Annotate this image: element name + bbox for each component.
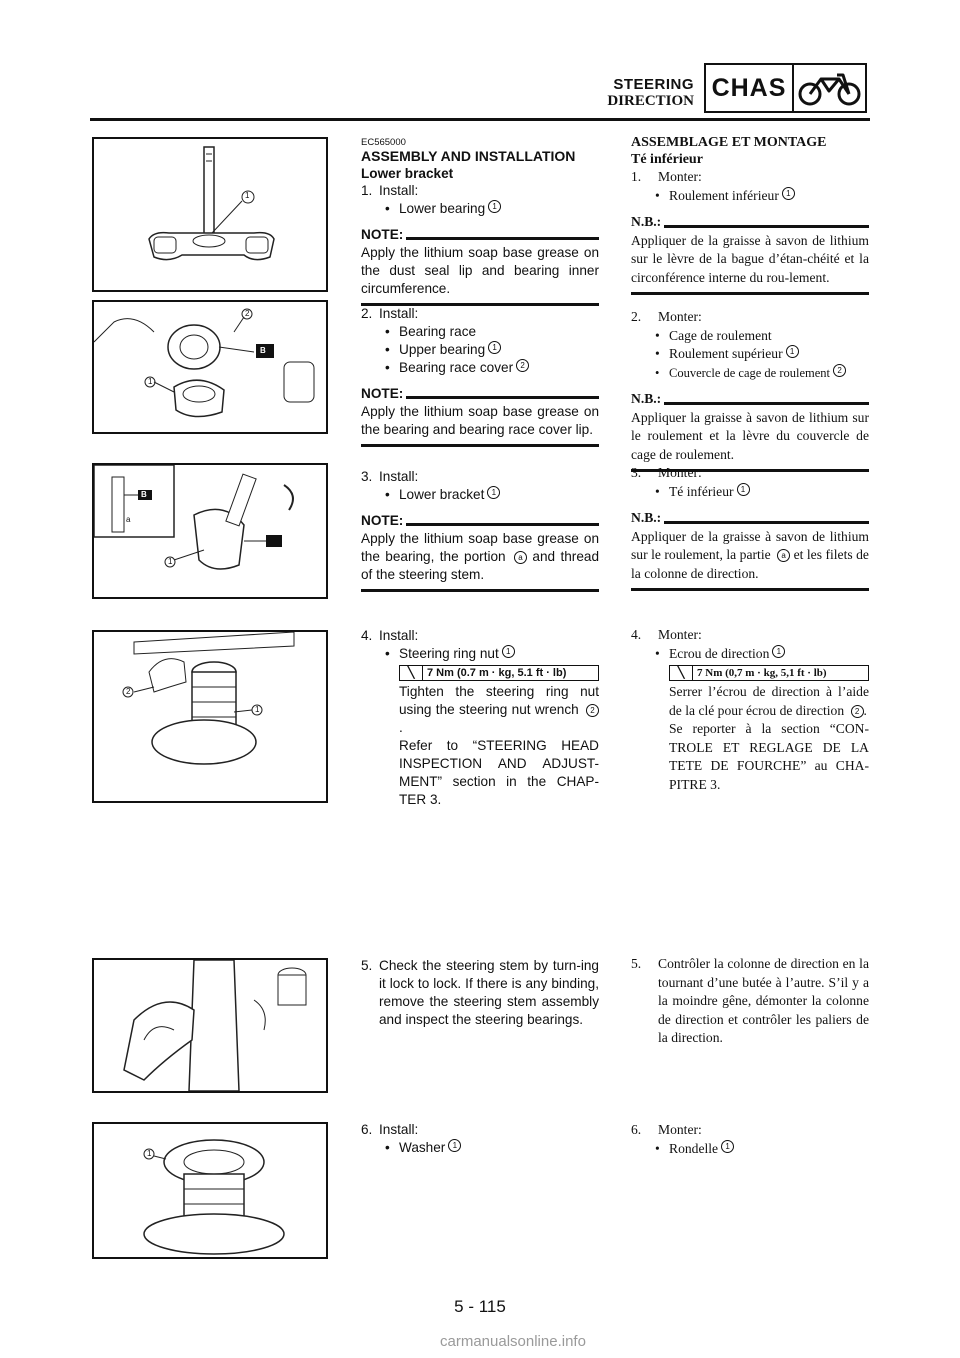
- list-item: • Roulement inférieur 1: [631, 187, 869, 206]
- note-label: N.B.:: [631, 213, 869, 232]
- french-step5: 5. Contrôler la colonne de direction en la tournant d’une butée à l’autre. S’il y a la moindre gêne, démonter la colonne de direction et contrôler les paliers de la direction.: [631, 956, 869, 1045]
- doc-code: EC565000: [361, 137, 406, 148]
- note-label: N.B.:: [631, 390, 869, 409]
- english-step4: 4. Install: • Steering ring nut 1 ╲ 7 Nm (0.7 m · kg, 5.1 ft · lb) Tighten the steering ring nut using the steering nut wrench 2. Refer to “STEERING HEAD INSPECTION AND ADJUST-MENT” section in the CHAP-TER 3.: [361, 627, 599, 809]
- english-assembly-section: [361, 137, 599, 306]
- note-text: Appliquer de la graisse à savon de lithium sur le roulement, la partie a et les filets de la colonne de direction.: [631, 528, 869, 581]
- note-text: Appliquer de la graisse à savon de lithium sur le lèvre de la bague d’étan-chéité et la circonférence interne du rou-lement.: [631, 232, 869, 285]
- section-code: CHAS: [706, 65, 794, 111]
- english-step3: 3. Install: • Lower bracket 1 NOTE: Apply the lithium soap base grease on the bearing, the portion a and thread of the steering stem.: [361, 468, 599, 592]
- divider: [361, 444, 599, 447]
- french-assembly-section: ASSEMBLAGE ET MONTAGE Té inférieur 1. Monter: • Roulement inférieur 1 N.B.: Appliquer de la graisse à savon de lithium sur le lèvre de la bague d’étan-chéité et la circonférence interne du rou-lement.: [631, 134, 869, 295]
- torque-spec: ╲ 7 Nm (0.7 m · kg, 5.1 ft · lb): [399, 665, 599, 681]
- section-title: [607, 76, 694, 110]
- page-number: 5 - 115: [454, 1297, 506, 1316]
- note-text: Appliquer la graisse à savon de lithium sur le roulement et la lèvre du couvercle de cage de roulement.: [631, 409, 869, 462]
- note-label: NOTE:: [361, 512, 599, 530]
- step: 1. Install:: [361, 183, 419, 198]
- figure-lower-bracket-install: [92, 463, 328, 599]
- callout: a: [126, 515, 131, 524]
- callout: 2: [245, 309, 250, 318]
- wrench-icon: ╲: [670, 666, 693, 680]
- french-step2: 2. Monter: • Cage de roulement • Roulement supérieur 1 • Couvercle de cage de roulement 2 N.B.: Appliquer la graisse à savon de lithium sur le roulement et la lèvre du couvercle de cage de roulement.: [631, 308, 869, 472]
- reference-text: Refer to “STEERING HEAD INSPECTION AND ADJUST-MENT” section in the CHAP-TER 3.: [399, 738, 599, 807]
- english-step2: 2. Install: • Bearing race • Upper bearing 1 • Bearing race cover 2 NOTE: Apply the lithium soap base grease on the bearing and bearing race cover lip.: [361, 305, 599, 447]
- wrench-icon: ╲: [400, 666, 423, 680]
- french-step6: 6. Monter: • Rondelle 1: [631, 1121, 869, 1158]
- reference-text: Se reporter à la section “CON-TROLE ET REGLAGE DE LA TETE DE FOURCHE” au CHA-PITRE 3.: [669, 721, 869, 792]
- figure-lower-bracket: [92, 137, 328, 292]
- list-item: • Washer 1: [361, 1139, 599, 1157]
- list-item: • Steering ring nut 1: [361, 645, 599, 663]
- list-item: • Rondelle 1: [631, 1140, 869, 1159]
- note-label: NOTE:: [361, 226, 599, 244]
- note-text: Apply the lithium soap base grease on the dust seal lip and bearing inner circumference.: [361, 245, 599, 296]
- note-text: Apply the lithium soap base grease on the bearing, the portion a and thread of the steering stem.: [361, 531, 600, 582]
- figure-washer: [92, 1122, 328, 1259]
- note-label: N.B.:: [631, 509, 869, 528]
- french-step4: 4. Monter: • Ecrou de direction 1 ╲ 7 Nm (0,7 m · kg, 5,1 ft · lb) Serrer l’écrou de direction à l’aide de la clé pour écrou de direction 2 . Se reporter à la section “CON-TROLE ET REGLAGE DE LA TETE DE FOURCHE” au CHA-PITRE 3.: [631, 626, 869, 794]
- callout: 2: [126, 687, 131, 696]
- watermark: carmanualsonline.info: [440, 1333, 586, 1350]
- list-item: • Bearing race cover 2: [361, 359, 599, 377]
- callout: 1: [148, 377, 153, 386]
- list-item: • Bearing race: [361, 323, 599, 341]
- ref-circle: 1: [488, 200, 501, 213]
- subheading: Té inférieur: [631, 152, 703, 167]
- list-item: • Té inférieur 1: [631, 483, 869, 502]
- french-step3: 3. Monter: • Té inférieur 1 N.B.: Appliquer de la graisse à savon de lithium sur le roulement, la partie a et les filets de la colonne de direction.: [631, 464, 869, 591]
- list-item: • Couvercle de cage de roulement 2: [631, 364, 869, 383]
- torque-spec: ╲ 7 Nm (0,7 m · kg, 5,1 ft · lb): [669, 665, 869, 681]
- divider: [631, 292, 869, 295]
- figure-steering-ring-nut: [92, 630, 328, 803]
- header-rule: [90, 118, 870, 121]
- note-label: NOTE:: [361, 385, 599, 403]
- list-item: • Roulement supérieur 1: [631, 345, 869, 364]
- heading: ASSEMBLY AND INSTALLATION: [361, 148, 576, 164]
- divider: [631, 588, 869, 591]
- list-item: • Cage de roulement: [631, 327, 869, 346]
- section-title-en: STEERING: [613, 76, 694, 93]
- callout: 1: [255, 705, 260, 714]
- motorcycle-icon: [794, 65, 865, 111]
- section-title-fr: DIRECTION: [607, 93, 694, 109]
- list-item: • Ecrou de direction 1: [631, 645, 869, 664]
- list-item: • Lower bracket 1: [361, 486, 599, 504]
- callout: 1: [245, 191, 250, 200]
- list-item: • Upper bearing 1: [361, 341, 599, 359]
- list-item: • Lower bearing 1: [361, 200, 599, 218]
- figure-check-steering-stem: [92, 958, 328, 1093]
- divider: [361, 589, 599, 592]
- note-text: Apply the lithium soap base grease on the bearing and bearing race cover lip.: [361, 404, 599, 437]
- grease-mark: B: [141, 490, 147, 499]
- instruction-text: Serrer l’écrou de direction à l’aide de la clé pour écrou de direction 2 .: [669, 684, 869, 718]
- subheading: Lower bracket: [361, 166, 454, 181]
- figure-bearing-race: [92, 300, 328, 434]
- instruction-text: Tighten the steering ring nut using the steering nut wrench 2.: [399, 684, 599, 735]
- section-badge: [704, 63, 867, 113]
- callout: 1: [168, 557, 173, 566]
- heading: ASSEMBLAGE ET MONTAGE: [631, 135, 827, 150]
- english-step5: 5. Check the steering stem by turn-ing it lock to lock. If there is any binding, remove the steering stem assembly and inspect the steering bearings.: [361, 958, 599, 1027]
- callout: 1: [147, 1149, 152, 1158]
- grease-mark: B: [260, 346, 266, 355]
- english-step6: 6. Install: • Washer 1: [361, 1121, 599, 1157]
